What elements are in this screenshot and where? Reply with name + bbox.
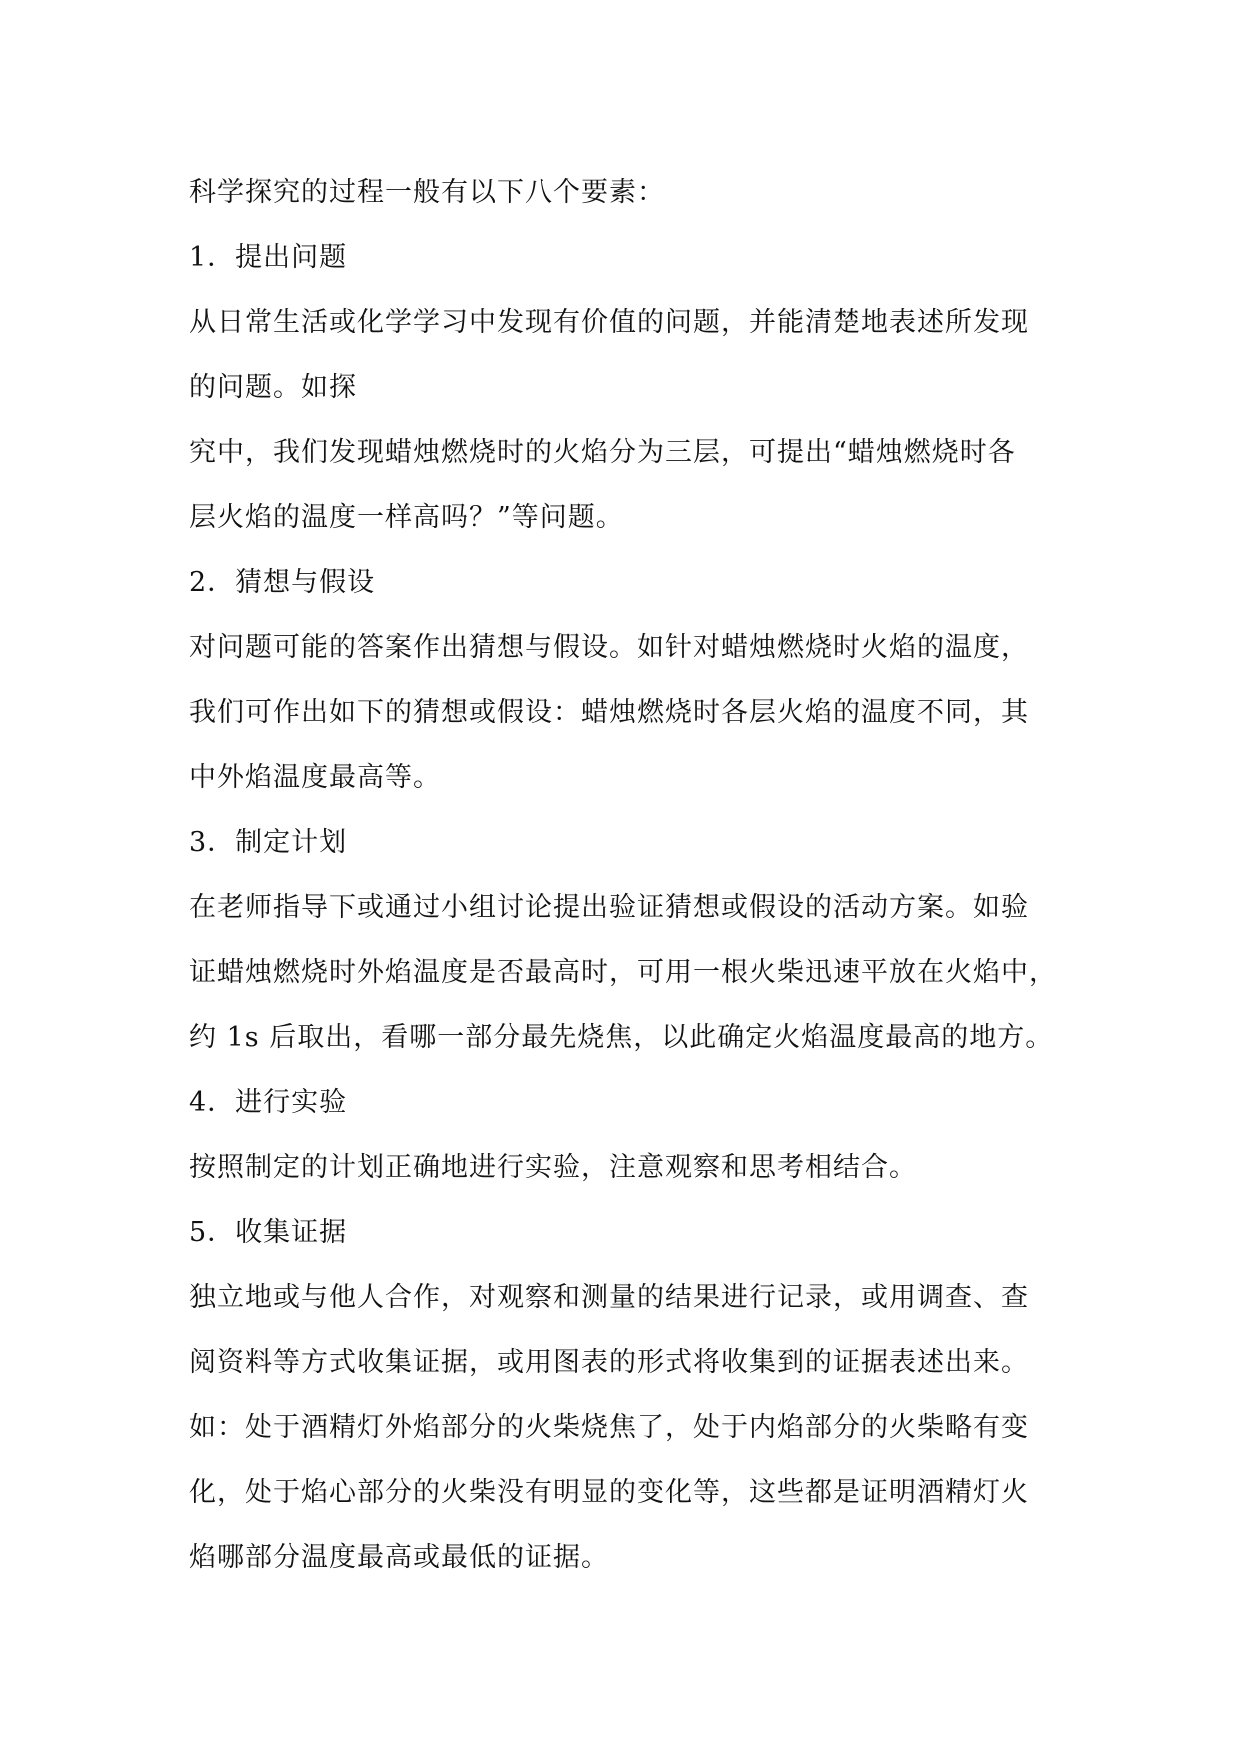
intro-line: 科学探究的过程一般有以下八个要素： — [189, 177, 665, 208]
paragraph-line: 我们可作出如下的猜想或假设：蜡烛燃烧时各层火焰的温度不同，其 — [189, 697, 1029, 728]
section-heading-3: 3．制定计划 — [189, 827, 348, 858]
paragraph-line: 中外焰温度最高等。 — [189, 762, 441, 793]
section-heading-4: 4．进行实验 — [189, 1087, 348, 1118]
paragraph-line: 阅资料等方式收集证据，或用图表的形式将收集到的证据表述出来。 — [189, 1347, 1029, 1378]
section-heading-5: 5．收集证据 — [189, 1217, 348, 1248]
paragraph-line: 对问题可能的答案作出猜想与假设。如针对蜡烛燃烧时火焰的温度， — [189, 632, 1029, 663]
paragraph-line: 焰哪部分温度最高或最低的证据。 — [189, 1542, 609, 1573]
paragraph-line: 究中，我们发现蜡烛燃烧时的火焰分为三层，可提出“蜡烛燃烧时各 — [189, 437, 1016, 468]
paragraph-line: 证蜡烛燃烧时外焰温度是否最高时，可用一根火柴迅速平放在火焰中， — [189, 957, 1057, 988]
paragraph-line: 独立地或与他人合作，对观察和测量的结果进行记录，或用调查、查 — [189, 1282, 1029, 1313]
paragraph-line: 如：处于酒精灯外焰部分的火柴烧焦了，处于内焰部分的火柴略有变 — [189, 1412, 1029, 1443]
paragraph-line: 按照制定的计划正确地进行实验，注意观察和思考相结合。 — [189, 1152, 917, 1183]
document-body — [189, 160, 1069, 1590]
paragraph-line: 的问题。如探 — [189, 372, 357, 403]
section-heading-1: 1．提出问题 — [189, 242, 348, 273]
paragraph-line: 化，处于焰心部分的火柴没有明显的变化等，这些都是证明酒精灯火 — [189, 1477, 1029, 1508]
paragraph-line: 从日常生活或化学学习中发现有价值的问题，并能清楚地表述所发现 — [189, 307, 1029, 338]
section-heading-2: 2．猜想与假设 — [189, 567, 376, 598]
paragraph-line: 约 1s 后取出，看哪一部分最先烧焦，以此确定火焰温度最高的地方。 — [189, 1022, 1054, 1053]
paragraph-line: 层火焰的温度一样高吗？”等问题。 — [189, 502, 624, 533]
paragraph-line: 在老师指导下或通过小组讨论提出验证猜想或假设的活动方案。如验 — [189, 892, 1029, 923]
